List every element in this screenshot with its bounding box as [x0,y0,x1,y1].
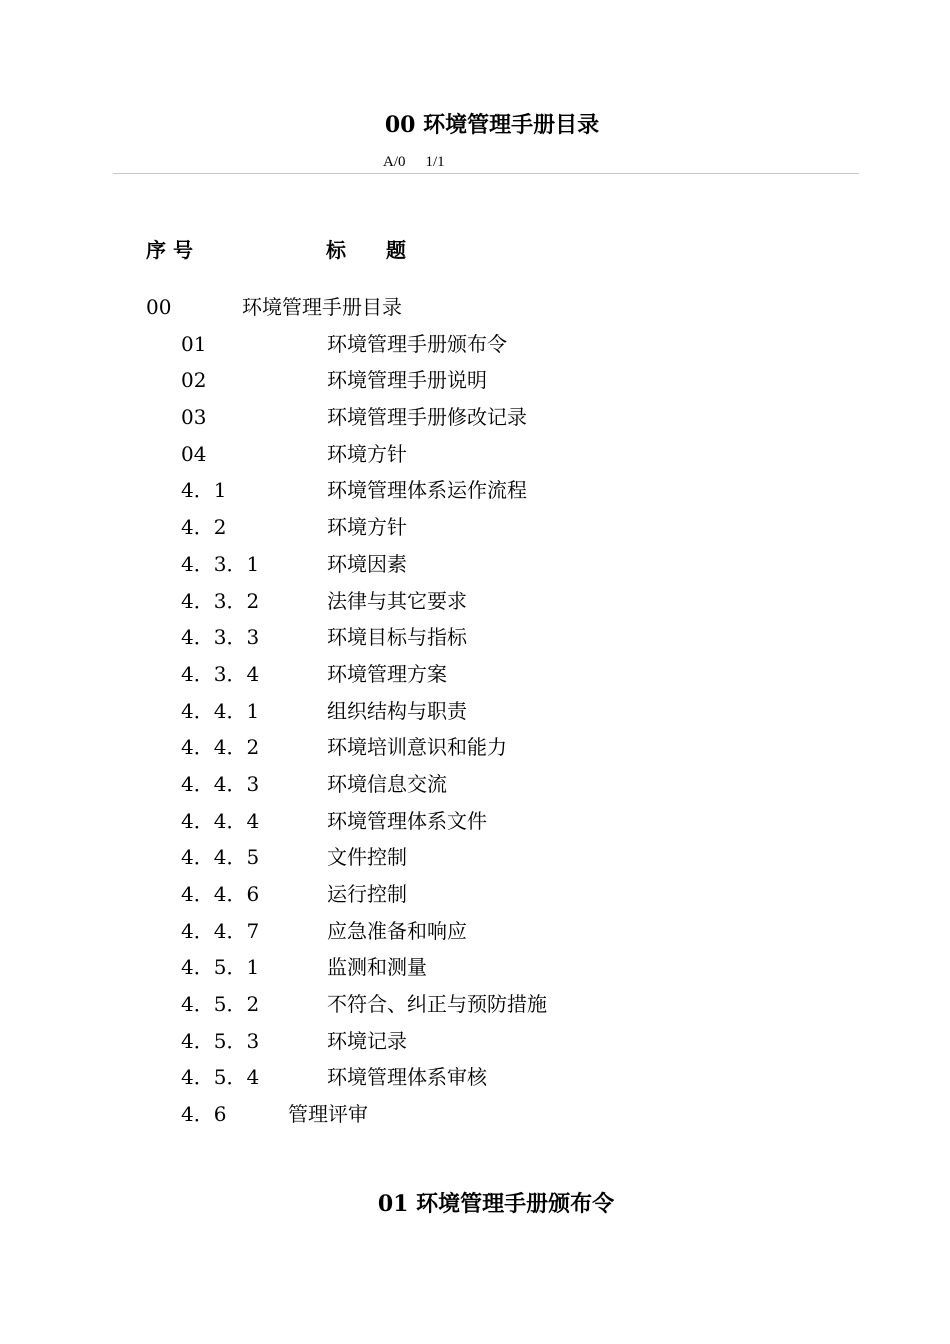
toc-label: 环境目标与指标 [327,625,467,650]
toc-row [0,989,950,1026]
toc-row [0,806,950,843]
toc-number: 4．2 [181,515,227,540]
toc-label: 环境管理手册修改记录 [327,405,527,430]
toc-label: 环境管理体系审核 [327,1065,487,1090]
toc-row [0,512,950,549]
toc-label: 环境方针 [327,441,407,466]
toc-row [0,1099,950,1136]
toc-label: 环境信息交流 [327,771,447,796]
toc-number: 4．6 [181,1102,227,1127]
toc-number: 4．5．3 [181,1028,260,1053]
column-header-title: 标 题 [326,238,406,262]
toc-number: 4．1 [181,478,227,503]
toc-row [0,952,950,989]
toc-number: 4．5．1 [181,955,260,980]
toc-row [0,842,950,879]
toc-number: 4．3．1 [181,551,260,576]
toc-row [0,696,950,733]
toc-label: 应急准备和响应 [327,918,467,943]
toc-row [0,329,950,366]
toc-label: 环境管理体系运作流程 [327,478,527,503]
toc-number: 4．5．2 [181,992,260,1017]
toc-number: 4．5．4 [181,1065,260,1090]
toc-row [0,1062,950,1099]
toc-label: 环境管理体系文件 [327,808,487,833]
toc-row [0,475,950,512]
toc-row [0,1026,950,1063]
toc-label: 环境管理方案 [327,661,447,686]
toc-row [0,549,950,586]
toc-number: 4．4．6 [181,882,260,906]
revision-code: A/0 [383,154,406,170]
toc-number: 4．4．5 [181,845,260,870]
toc-label: 环境管理手册颁布令 [327,331,507,356]
toc-number: 4．4．7 [181,918,260,943]
toc-row [0,732,950,769]
toc-label: 监测和测量 [327,955,427,980]
toc-row [0,439,950,476]
next-section-title: 01 环境管理手册颁布令 [377,1191,615,1217]
toc-row [0,622,950,659]
toc-label: 不符合、纠正与预防措施 [327,992,547,1017]
toc-number: 4．4．1 [181,698,260,723]
toc-number: 4．3．4 [181,661,260,686]
toc-number: 04 [181,441,207,466]
toc-number: 4．4．2 [181,735,260,760]
page-number: 1/1 [425,154,445,170]
toc-number: 01 [181,331,207,356]
toc-label: 组织结构与职责 [327,698,467,723]
toc-label: 环境管理手册说明 [327,368,487,393]
column-header-sequence: 序 号 [146,238,193,262]
toc-label: 环境培训意识和能力 [327,735,507,760]
toc-number: 4．3．3 [181,625,260,650]
toc-number: 4．4．4 [181,808,260,833]
toc-row [0,365,950,402]
toc-row [0,659,950,696]
toc-label: 文件控制 [327,845,407,870]
toc-row [0,586,950,623]
toc-label: 管理评审 [288,1102,368,1127]
toc-row [0,402,950,439]
toc-label: 运行控制 [327,882,407,906]
toc-number: 00 [146,295,172,319]
table-of-contents [0,292,950,1136]
toc-number: 4．4．3 [181,771,260,796]
toc-row [0,292,950,329]
toc-label: 环境因素 [327,551,407,576]
toc-label: 法律与其它要求 [327,588,467,613]
toc-row [0,916,950,953]
header-divider [113,173,859,174]
toc-number: 02 [181,368,207,393]
page-title: 00 环境管理手册目录 [384,112,600,138]
toc-number: 03 [181,405,207,430]
toc-label: 环境方针 [327,515,407,540]
toc-row [0,879,950,916]
toc-label: 环境管理手册目录 [242,295,402,319]
revision-line [383,153,445,171]
toc-label: 环境记录 [327,1028,407,1053]
toc-number: 4．3．2 [181,588,260,613]
toc-row [0,769,950,806]
